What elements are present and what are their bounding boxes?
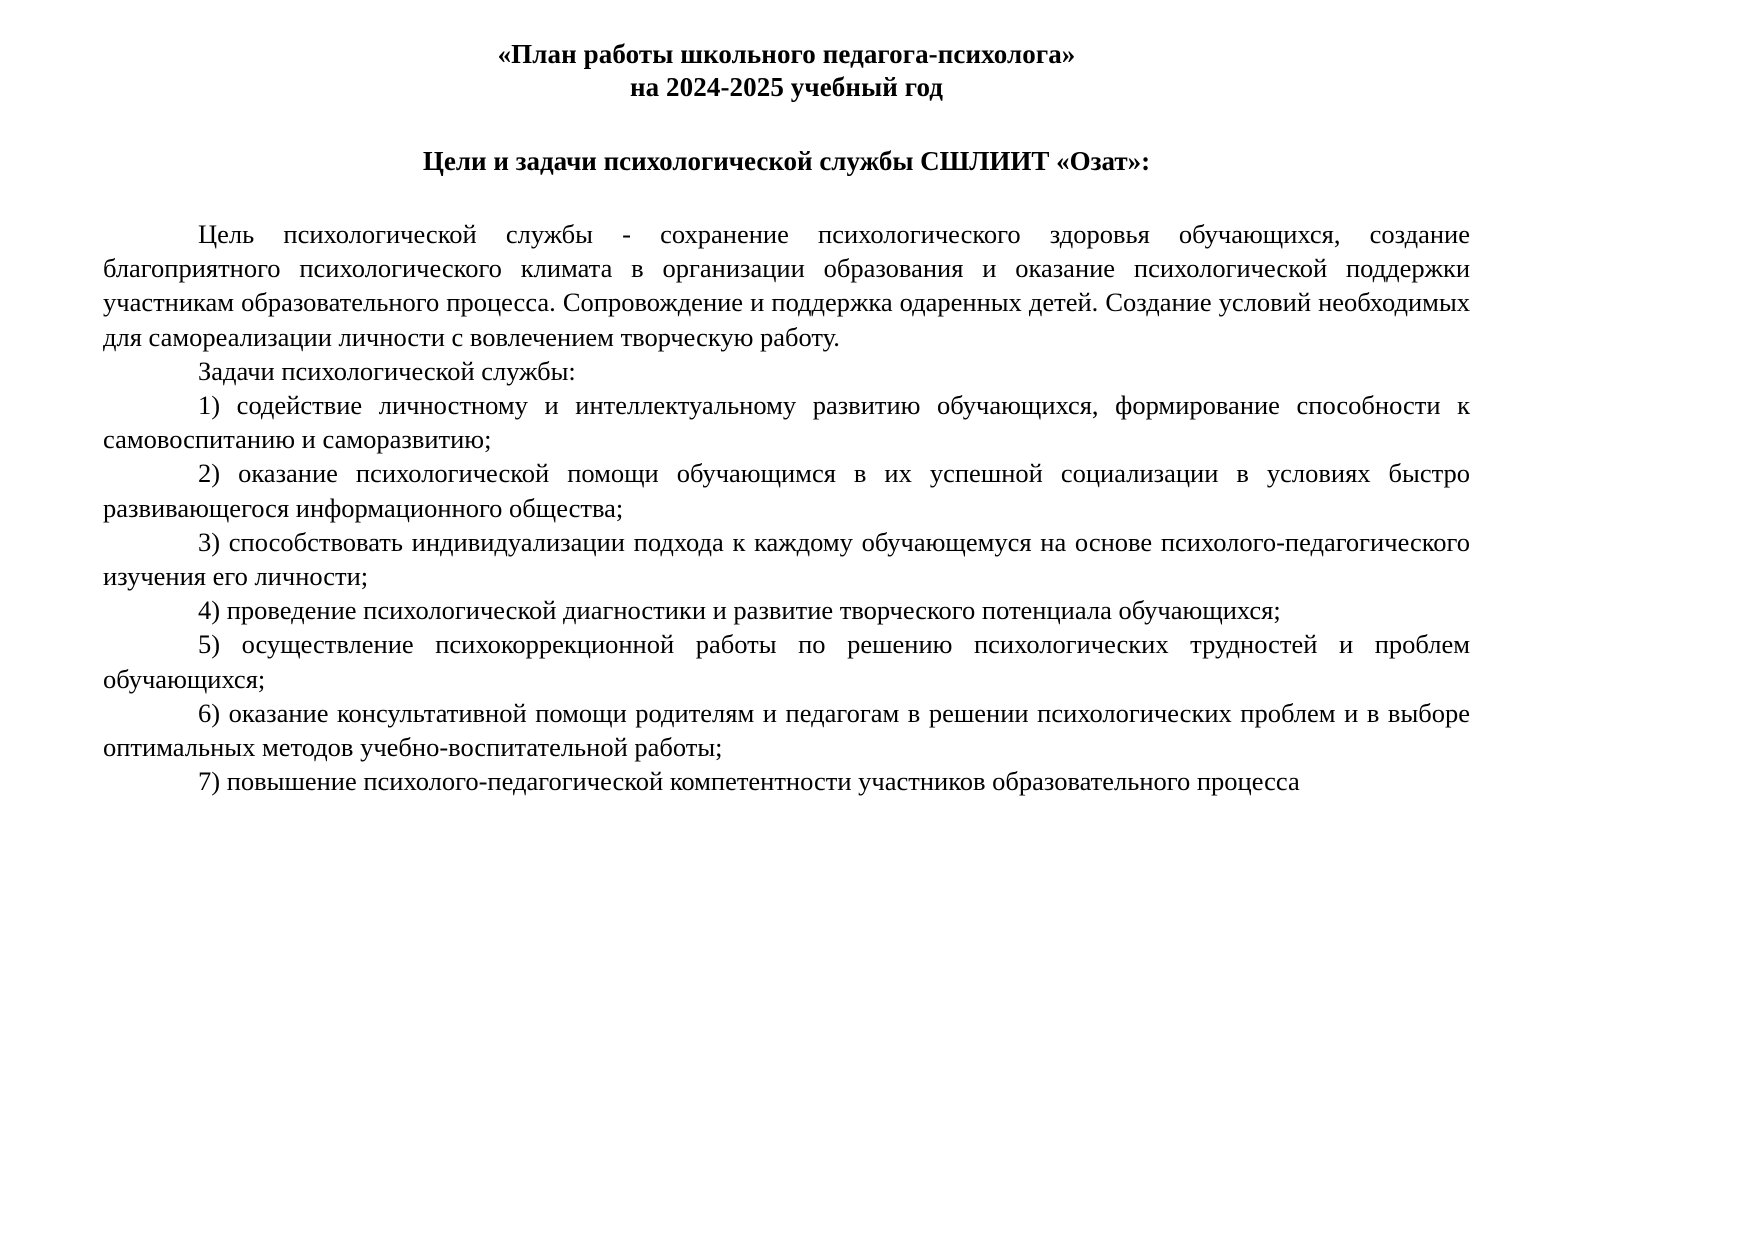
list-item-3: 3) способствовать индивидуализации подхода к каждому обучающемуся на основе психолого-педагогического изучения его личности; bbox=[103, 526, 1470, 592]
list-item-2: 2) оказание психологической помощи обучающимся в их успешной социализации в условиях быстро развивающегося информационного общества; bbox=[103, 458, 1470, 523]
list-item-4: 4) проведение психологической диагностики и развитие творческого потенциала обучающихся; bbox=[198, 595, 1281, 626]
list-item-6: 6) оказание консультативной помощи родителям и педагогам в решении психологических проблем и в выборе оптимальных методов учебно-воспитательной работы; bbox=[103, 697, 1470, 763]
paragraph-tasks-intro: Задачи психологической службы: bbox=[198, 355, 576, 386]
paragraph-purpose: Цель психологической службы - сохранение психологического здоровья обучающихся, создание благоприятного психологического климата в организации образования и оказание психологической поддержки участникам образовательного процесса. Сопровождение и поддержка одаренных детей. Создание условий необходимых для самореализации личности с вовлечением творческую работу. bbox=[103, 219, 1470, 352]
document-title-line-1: «План работы школьного педагога-психолога» bbox=[497, 39, 1076, 69]
list-item-7: 7) повышение психолого-педагогической компетентности участников образовательного процесса bbox=[198, 766, 1300, 797]
list-item-1: 1) содействие личностному и интеллектуальному развитию обучающихся, формирование способности к самовоспитанию и саморазвитию; bbox=[103, 390, 1470, 455]
document-content bbox=[103, 38, 1470, 798]
document-body bbox=[103, 178, 1470, 798]
document-title-line-2: на 2024-2025 учебный год bbox=[629, 72, 944, 102]
document-title bbox=[103, 38, 1470, 104]
list-item-5: 5) осуществление психокоррекционной работы по решению психологических трудностей и проблем обучающихся; bbox=[103, 629, 1470, 694]
section-heading-goals-and-tasks: Цели и задачи психологической службы СШЛИИТ «Озат»: bbox=[422, 146, 1151, 176]
